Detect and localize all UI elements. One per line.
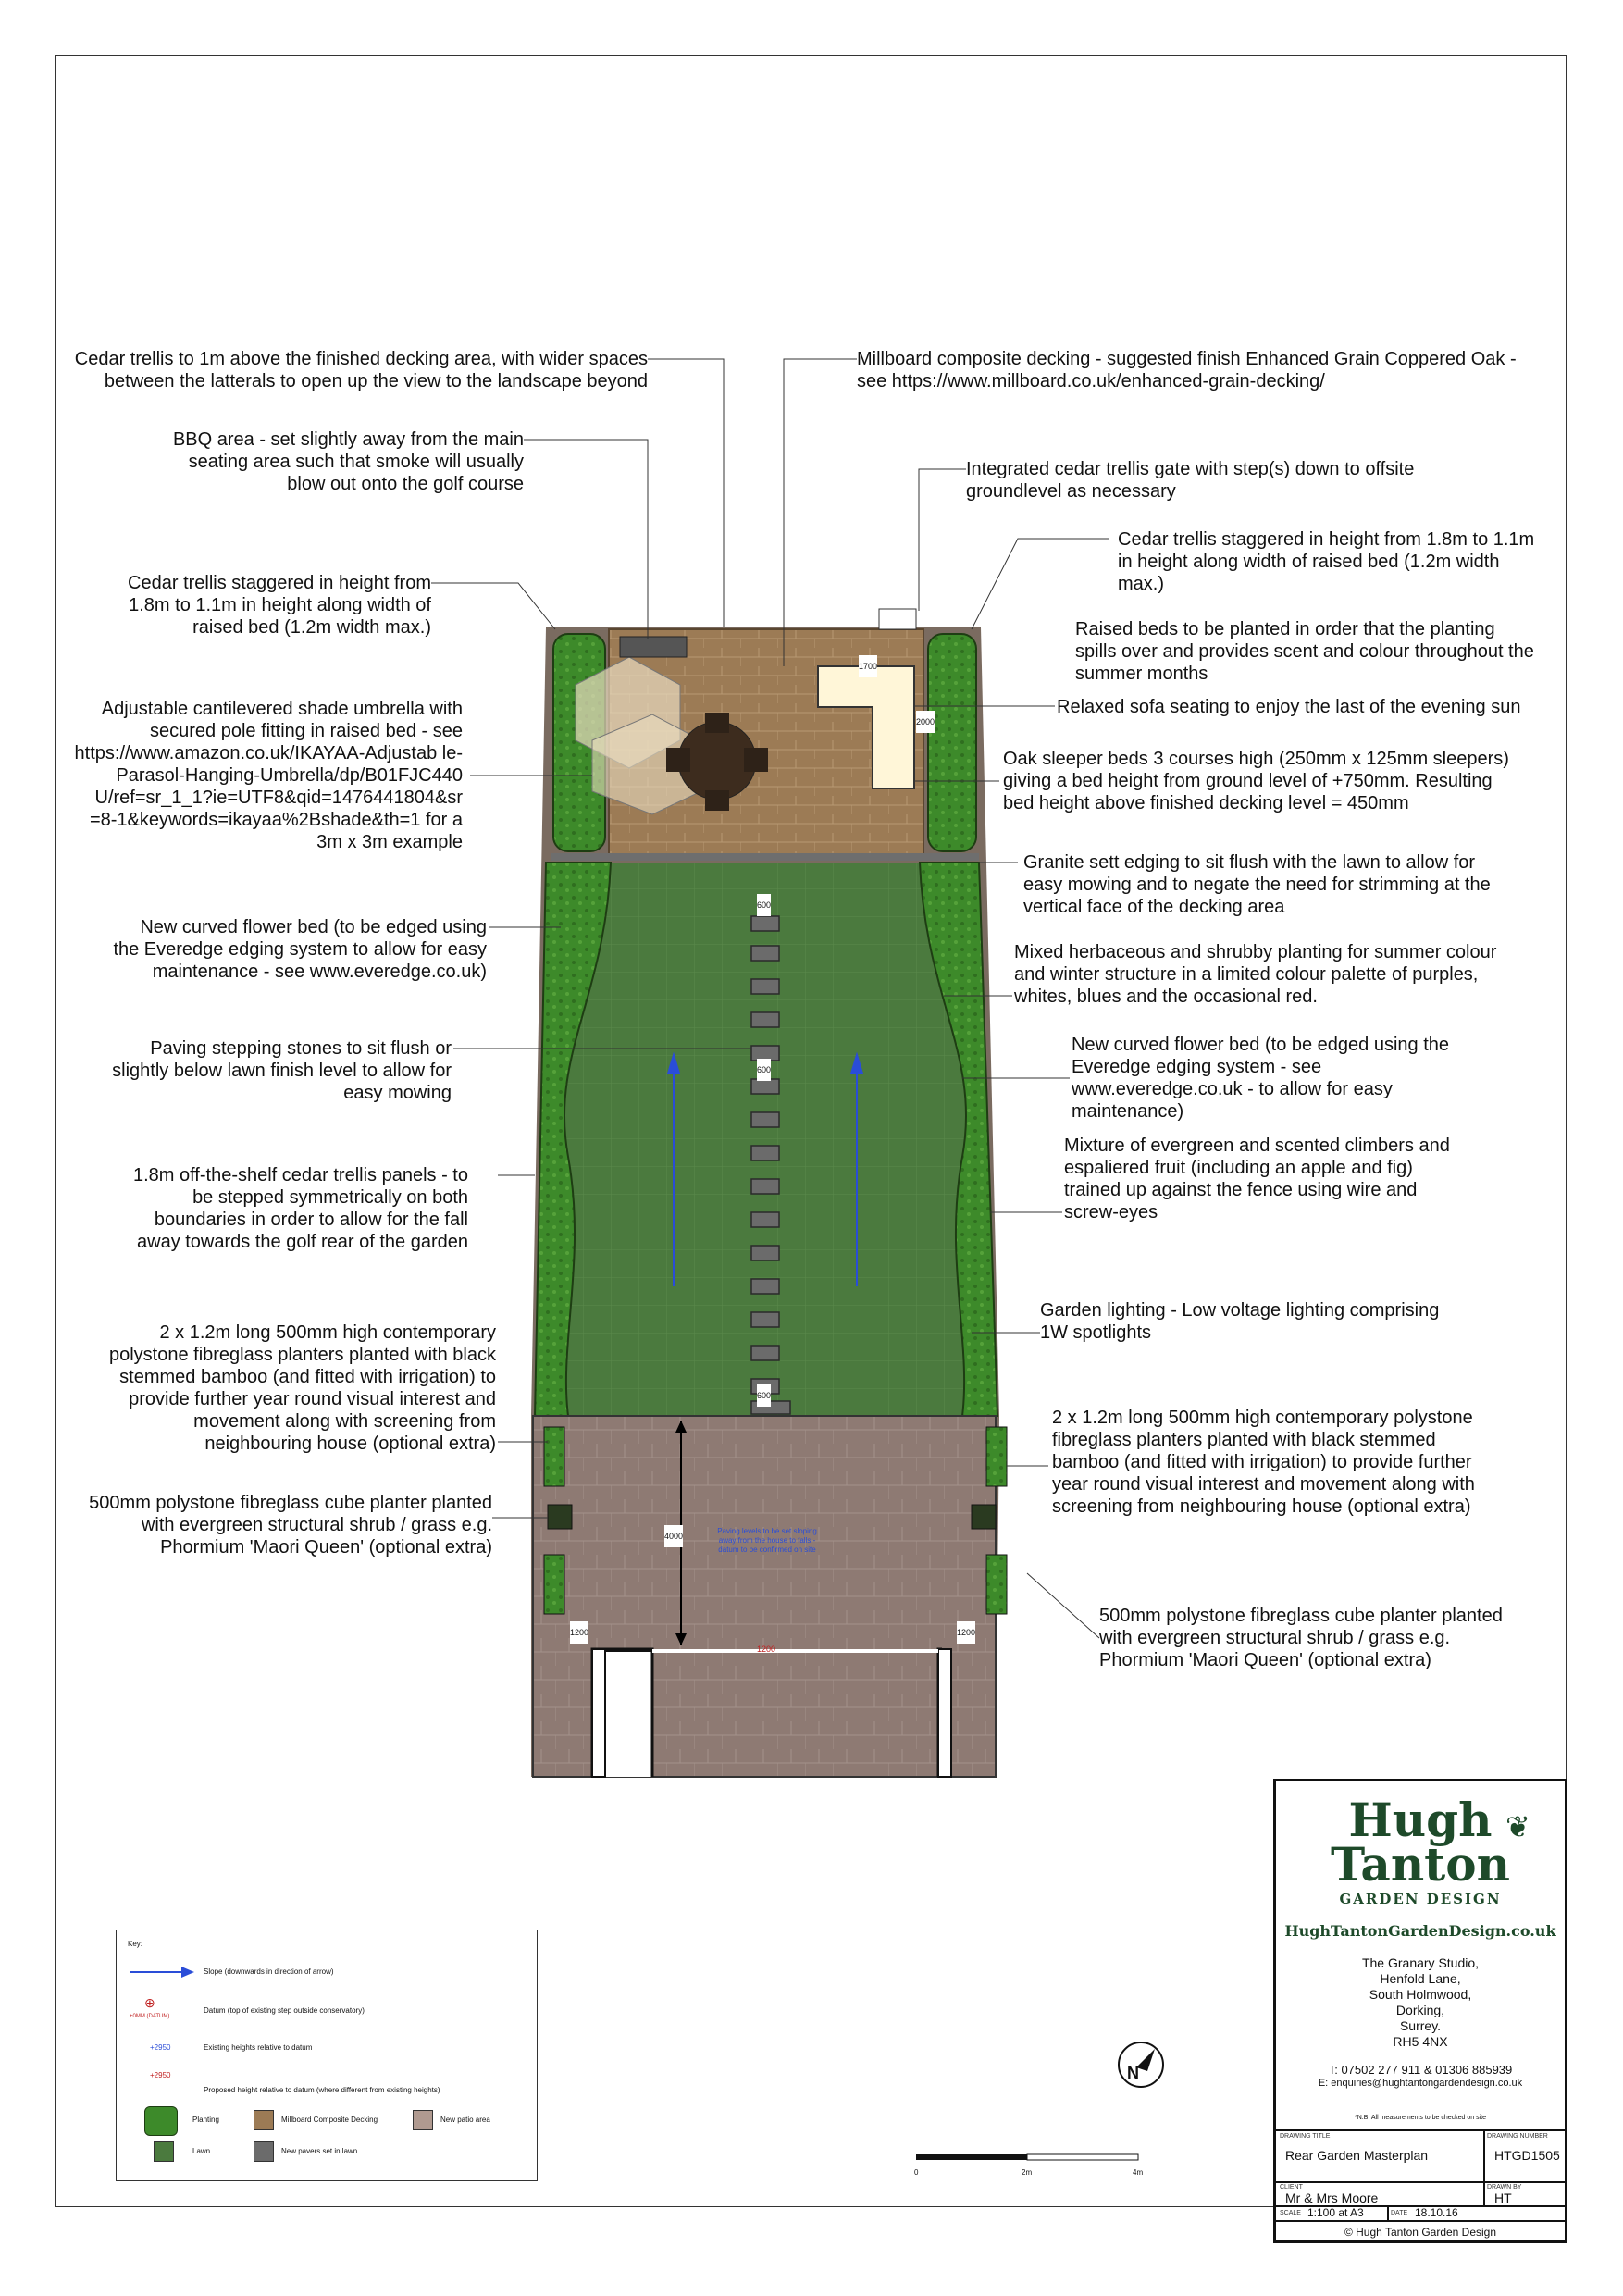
leaf-icon: ❦ <box>1505 1810 1530 1843</box>
key-patio: New patio area <box>440 2116 490 2124</box>
note-granite-sett: Granite sett edging to sit flush with the lawn to allow for easy mowing and to negate the need for strimming at the vertical face of the decking area <box>1023 852 1491 917</box>
logo-tanton: Tanton <box>1331 1837 1510 1892</box>
note-garden-lighting: Garden lighting - Low voltage lighting comprising 1W spotlights <box>1040 1300 1440 1343</box>
note-stepping-stones: Paving stepping stones to sit flush or slightly below lawn finish level to allow for easy mowing <box>112 1038 452 1103</box>
drawing-title-label: DRAWING TITLE <box>1280 2133 1331 2140</box>
note-millboard-decking: Millboard composite decking - suggested finish Enhanced Grain Coppered Oak - see https://www.millboard.co.uk/enhanced-grain-decking/ <box>857 349 1517 391</box>
note-bamboo-planters-left: 2 x 1.2m long 500mm high contemporary polystone fibreglass planters planted with black stemmed bamboo (and fitted with irrigation) to provide further year round visual interest and movement along with screening from neighbouring house (optional extra) <box>108 1322 496 1454</box>
drawing-date: 18.10.16 <box>1415 2206 1458 2219</box>
copyright: © Hugh Tanton Garden Design <box>1344 2226 1497 2239</box>
planting-swatch <box>144 2106 178 2136</box>
note-curved-bed-right: New curved flower bed (to be edged using the Everedge edging system - see www.everedge.co.uk - to allow for easy maintenance) <box>1072 1035 1450 1122</box>
bamboo-planter <box>986 1555 1007 1614</box>
row-drawing-title <box>1276 2129 1565 2183</box>
studio-address: The Granary Studio, Henfold Lane, South Holmwood, Dorking, Surrey. RH5 4NX <box>1361 1955 1480 2049</box>
key-datum: Datum (top of existing step outside conservatory) <box>204 2006 365 2015</box>
dim-patio-depth: 4000 <box>664 1525 683 1547</box>
bamboo-planter <box>544 1555 564 1614</box>
key-slope-icon <box>130 1966 194 1979</box>
lawn-swatch <box>154 2141 174 2162</box>
key-slope: Slope (downwards in direction of arrow) <box>204 1967 334 1976</box>
bamboo-planter <box>986 1427 1007 1486</box>
note-trellis-staggered-left: Cedar trellis staggered in height from 1.8m to 1.1m in height along width of raised bed (1.2m width max.) <box>128 573 431 638</box>
dim-deck-side: 2000 <box>916 711 935 733</box>
drawing-number: HTGD1505 <box>1494 2148 1560 2163</box>
raised-bed-right <box>928 634 976 851</box>
date-label: DATE <box>1391 2210 1408 2216</box>
dim-door: 1200 <box>757 1644 776 1654</box>
key-proposed: Proposed height relative to datum (where different from existing heights) <box>204 2086 440 2094</box>
dim-deck-width: 1700 <box>859 655 877 677</box>
dim-corner-right: 1200 <box>957 1621 975 1644</box>
key-pavers: New pavers set in lawn <box>281 2147 358 2155</box>
cube-planter <box>972 1505 996 1529</box>
note-trellis-1m: Cedar trellis to 1m above the finished decking area, with wider spaces between the latterals to open up the view to the landscape beyond <box>74 349 648 391</box>
note-raised-beds: Raised beds to be planted in order that the planting spills over and provides scent and colour throughout the summer months <box>1075 619 1534 684</box>
note-cube-planter-left: 500mm polystone fibreglass cube planter planted with evergreen structural shrub / grass e.g. Phormium 'Maori Queen' (optional extra) <box>89 1493 492 1558</box>
key-planting: Planting <box>192 2116 219 2124</box>
dim-path-mid: 600 <box>757 1059 771 1081</box>
note-mixed-planting: Mixed herbaceous and shrubby planting for summer colour and winter structure in a limited colour palette of purples, whites, blues and the occasional red. <box>1014 942 1497 1007</box>
chair <box>705 713 729 733</box>
chair <box>705 790 729 811</box>
logo-hugh: Hugh <box>1348 1793 1493 1847</box>
note-trellis-panels: 1.8m off-the-shelf cedar trellis panels - to be stepped symmetrically on both boundaries in order to allow for the fall away towards the golf rear of the garden <box>132 1165 468 1252</box>
note-climbers: Mixture of evergreen and scented climbers and espaliered fruit (including an apple and fig) trained up against the fence using wire and screw-eyes <box>1064 1136 1450 1222</box>
key-proposed-value: +2950 <box>150 2071 171 2079</box>
logo-garden-design: GARDEN DESIGN <box>1339 1891 1502 1907</box>
bamboo-planter <box>544 1427 564 1486</box>
row-client <box>1276 2181 1565 2207</box>
key-datum-label: +0MM (DATUM) <box>130 2014 170 2019</box>
measurement-note: *N.B. All measurements to be checked on site <box>1354 2115 1487 2121</box>
north-arrow-icon <box>1116 2040 1166 2090</box>
note-oak-sleeper: Oak sleeper beds 3 courses high (250mm x 125mm sleepers) giving a bed height from ground level of +750mm. Resulting bed height above finished decking level = 450mm <box>1003 749 1509 813</box>
row-copyright <box>1276 2220 1565 2242</box>
dim-corner-left: 1200 <box>570 1621 588 1644</box>
bbq <box>620 637 687 657</box>
legend-key <box>116 1930 538 2181</box>
scale-mid: 2m <box>1022 2168 1033 2177</box>
note-umbrella: Adjustable cantilevered shade umbrella with secured pole fitting in raised bed - see https://www.amazon.co.uk/IKAYAA-Adjustab le-Parasol-Hanging-Umbrella/dp/B01FJC440 U/ref=sr_1_1?ie=UTF8&qid=1476441804&sr =8-1&keywords=ikayaa%2Bshade&th=1 for a 3m x 3m example <box>74 699 463 852</box>
dim-path-top: 600 <box>757 894 771 916</box>
key-existing-value: +2950 <box>150 2043 171 2052</box>
scale-label: SCALE <box>1280 2210 1301 2216</box>
cube-planter <box>548 1505 572 1529</box>
decking-swatch <box>254 2110 274 2130</box>
client-label: CLIENT <box>1280 2184 1303 2191</box>
note-sofa: Relaxed sofa seating to enjoy the last of the evening sun <box>1057 697 1521 717</box>
drawn-by-label: DRAWN BY <box>1487 2184 1522 2191</box>
title-block <box>1273 1779 1567 2243</box>
key-existing: Existing heights relative to datum <box>204 2043 313 2052</box>
scale-zero: 0 <box>914 2168 919 2177</box>
scale-end: 4m <box>1133 2168 1144 2177</box>
phone-numbers: T: 07502 277 911 & 01306 885939 <box>1328 2063 1513 2077</box>
note-bamboo-planters-right: 2 x 1.2m long 500mm high contemporary polystone fibreglass planters planted with black stemmed bamboo (and fitted with irrigation) to provide further year round visual interest and movement along with screening from neighbouring house (optional extra) <box>1052 1408 1475 1517</box>
pavers-swatch <box>254 2141 274 2162</box>
note-bbq-area: BBQ area - set slightly away from the main seating area such that smoke will usually blow out onto the golf course <box>172 429 524 494</box>
datum-icon: ⊕ <box>144 1995 155 2010</box>
drawing-title: Rear Garden Masterplan <box>1285 2148 1429 2163</box>
key-lawn: Lawn <box>192 2147 211 2155</box>
drawing-scale: 1:100 at A3 <box>1307 2206 1364 2219</box>
drawing-number-label: DRAWING NUMBER <box>1487 2133 1548 2140</box>
note-curved-bed-left: New curved flower bed (to be edged using the Everedge edging system to allow for easy maintenance - see www.everedge.co.uk) <box>113 917 487 982</box>
patio-swatch <box>413 2110 433 2130</box>
key-title: Key: <box>128 1940 143 1948</box>
email-address[interactable]: E: enquiries@hughtantongardendesign.co.uk <box>1318 2078 1523 2089</box>
key-decking: Millboard Composite Decking <box>281 2116 378 2124</box>
dim-path-bottom: 600 <box>757 1384 771 1407</box>
note-cube-planter-right: 500mm polystone fibreglass cube planter planted with evergreen structural shrub / grass e.g. Phormium 'Maori Queen' (optional extra) <box>1099 1606 1503 1670</box>
granite-edging <box>551 853 979 861</box>
trellis-gate <box>879 609 916 629</box>
note-trellis-gate: Integrated cedar trellis gate with step(s) down to offsite groundlevel as necessary <box>966 459 1415 502</box>
client-name: Mr & Mrs Moore <box>1285 2191 1379 2205</box>
chair <box>744 748 768 772</box>
patio-note: Paving levels to be set sloping away from the house to falls - datum to be confirmed on site <box>717 1527 817 1554</box>
note-trellis-staggered-right: Cedar trellis staggered in height from 1.8m to 1.1m in height along width of raised bed (1.2m width max.) <box>1118 529 1535 594</box>
website-link[interactable]: HughTantonGardenDesign.co.uk <box>1284 1922 1556 1940</box>
drawn-by: HT <box>1494 2191 1512 2205</box>
north-label: N <box>1127 2064 1139 2082</box>
chair <box>666 748 690 772</box>
